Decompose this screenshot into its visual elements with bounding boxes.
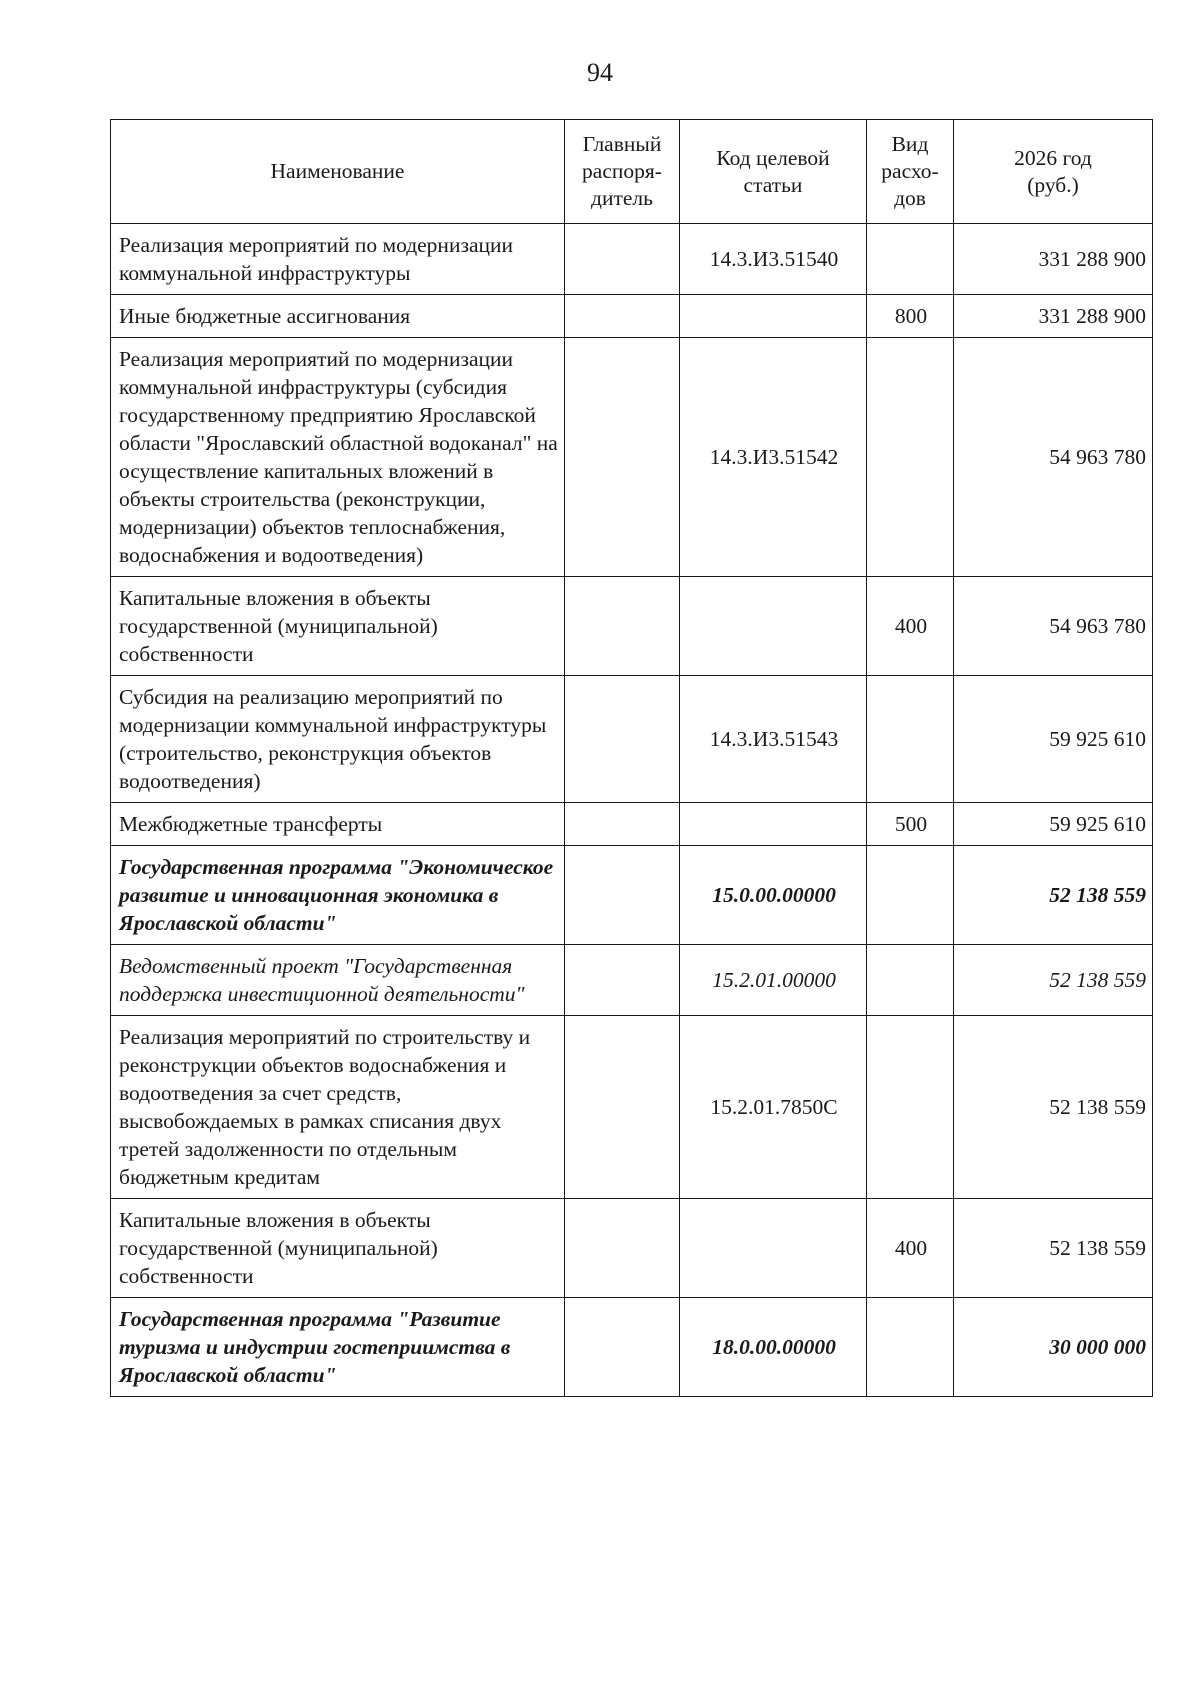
row-amount-cell: 52 138 559 <box>954 846 1153 945</box>
row-main-manager-cell <box>565 1199 680 1298</box>
row-name-cell: Субсидия на реализацию мероприятий по модернизации коммунальной инфраструктуры (строительство, реконструкция объектов водоотведения) <box>111 676 565 803</box>
row-target-code-cell: 18.0.00.00000 <box>680 1298 867 1397</box>
row-expense-type-cell <box>867 676 954 803</box>
row-target-code-cell: 14.3.И3.51540 <box>680 224 867 295</box>
row-main-manager-cell <box>565 803 680 846</box>
table-row <box>111 846 1153 945</box>
row-expense-type-cell <box>867 224 954 295</box>
row-main-manager-cell <box>565 338 680 577</box>
row-expense-type-cell: 800 <box>867 295 954 338</box>
row-amount-cell: 52 138 559 <box>954 945 1153 1016</box>
row-main-manager-cell <box>565 846 680 945</box>
row-main-manager-cell <box>565 295 680 338</box>
row-expense-type-cell <box>867 1298 954 1397</box>
page-number: 94 <box>587 58 613 87</box>
row-name-cell: Капитальные вложения в объекты государственной (муниципальной) собственности <box>111 577 565 676</box>
row-main-manager-cell <box>565 577 680 676</box>
table-row <box>111 338 1153 577</box>
row-amount-cell: 331 288 900 <box>954 224 1153 295</box>
row-expense-type-cell: 400 <box>867 577 954 676</box>
row-amount-cell: 52 138 559 <box>954 1016 1153 1199</box>
row-target-code-cell <box>680 295 867 338</box>
row-name-cell: Межбюджетные трансферты <box>111 803 565 846</box>
table-row <box>111 803 1153 846</box>
row-amount-cell: 52 138 559 <box>954 1199 1153 1298</box>
header-target-code: Код целевой статьи <box>680 120 867 224</box>
row-main-manager-cell <box>565 1298 680 1397</box>
row-expense-type-cell <box>867 1016 954 1199</box>
row-target-code-cell <box>680 577 867 676</box>
row-amount-cell: 30 000 000 <box>954 1298 1153 1397</box>
row-name-cell: Реализация мероприятий по строительству и реконструкции объектов водоснабжения и водоотведения за счет средств, высвобождаемых в рамках списания двух третей задолженности по отдельным бюджетным кредитам <box>111 1016 565 1199</box>
row-main-manager-cell <box>565 224 680 295</box>
row-amount-cell: 54 963 780 <box>954 338 1153 577</box>
table-row <box>111 945 1153 1016</box>
row-target-code-cell: 15.0.00.00000 <box>680 846 867 945</box>
row-target-code-cell: 15.2.01.7850С <box>680 1016 867 1199</box>
table-row <box>111 1298 1153 1397</box>
table-row <box>111 676 1153 803</box>
row-target-code-cell: 14.3.И3.51543 <box>680 676 867 803</box>
row-target-code-cell: 15.2.01.00000 <box>680 945 867 1016</box>
row-main-manager-cell <box>565 1016 680 1199</box>
table-row <box>111 1016 1153 1199</box>
table-header-row <box>111 120 1153 224</box>
row-main-manager-cell <box>565 676 680 803</box>
row-expense-type-cell <box>867 846 954 945</box>
row-name-cell: Капитальные вложения в объекты государственной (муниципальной) собственности <box>111 1199 565 1298</box>
header-expense-type: Вид расхо- дов <box>867 120 954 224</box>
row-expense-type-cell: 400 <box>867 1199 954 1298</box>
row-target-code-cell <box>680 1199 867 1298</box>
row-name-cell: Ведомственный проект "Государственная поддержка инвестиционной деятельности" <box>111 945 565 1016</box>
row-amount-cell: 59 925 610 <box>954 676 1153 803</box>
row-expense-type-cell <box>867 338 954 577</box>
row-target-code-cell: 14.3.И3.51542 <box>680 338 867 577</box>
budget-table <box>110 119 1153 1397</box>
row-amount-cell: 54 963 780 <box>954 577 1153 676</box>
table-row <box>111 295 1153 338</box>
row-amount-cell: 59 925 610 <box>954 803 1153 846</box>
table-row <box>111 1199 1153 1298</box>
table-row <box>111 577 1153 676</box>
row-expense-type-cell: 500 <box>867 803 954 846</box>
row-main-manager-cell <box>565 945 680 1016</box>
row-name-cell: Реализация мероприятий по модернизации коммунальной инфраструктуры (субсидия государственному предприятию Ярославской области "Ярославский областной водоканал" на осуществление капитальных вложений в объекты строительства (реконструкции, модернизации) объектов теплоснабжения, водоснабжения и водоотведения) <box>111 338 565 577</box>
row-name-cell: Государственная программа "Экономическое развитие и инновационная экономика в Ярославской области" <box>111 846 565 945</box>
header-name: Наименование <box>111 120 565 224</box>
row-target-code-cell <box>680 803 867 846</box>
row-name-cell: Реализация мероприятий по модернизации коммунальной инфраструктуры <box>111 224 565 295</box>
row-expense-type-cell <box>867 945 954 1016</box>
row-name-cell: Иные бюджетные ассигнования <box>111 295 565 338</box>
table-row <box>111 224 1153 295</box>
header-main-manager: Главный распоря- дитель <box>565 120 680 224</box>
row-name-cell: Государственная программа "Развитие туризма и индустрии гостеприимства в Ярославской области" <box>111 1298 565 1397</box>
header-amount: 2026 год (руб.) <box>954 120 1153 224</box>
row-amount-cell: 331 288 900 <box>954 295 1153 338</box>
